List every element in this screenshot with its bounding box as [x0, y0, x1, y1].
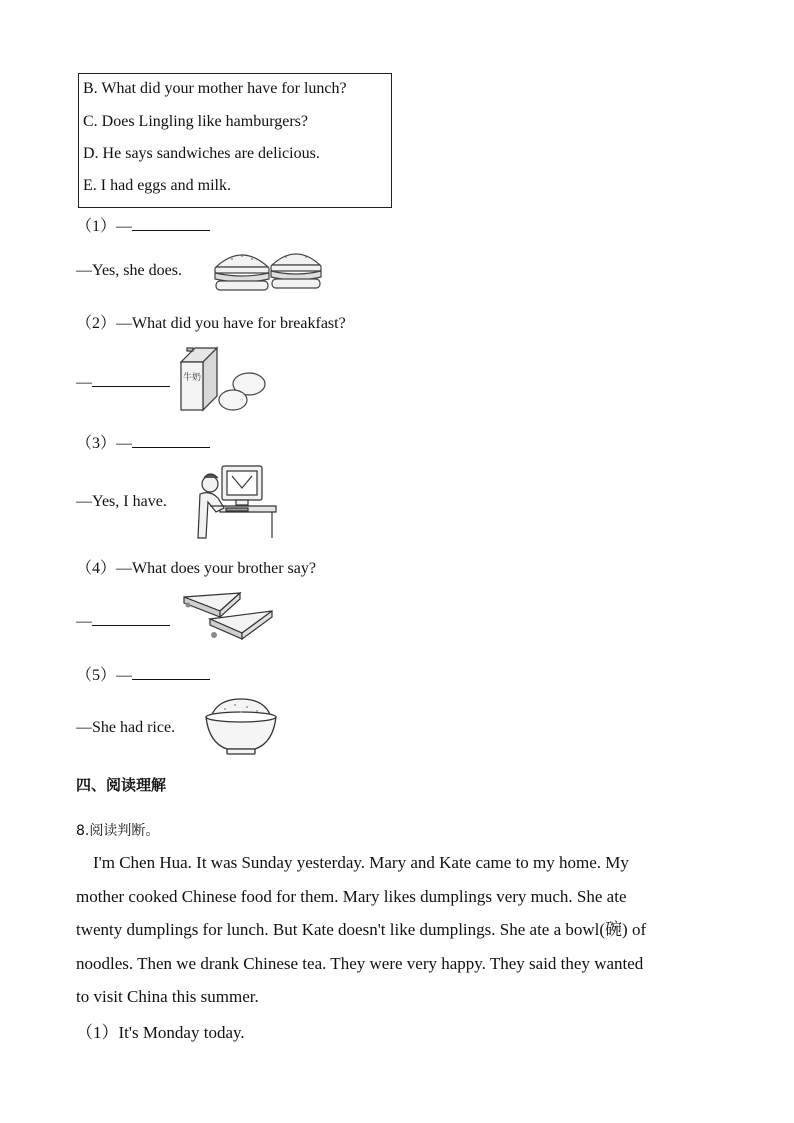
question-2-line1: （2）—What did you have for breakfast? — [76, 315, 346, 332]
passage-line: twenty dumplings for lunch. But Kate doesn't like dumplings. She ate a bowl(碗) of — [76, 920, 647, 939]
question-number: （5） — [76, 667, 117, 684]
answer-blank[interactable] — [92, 611, 170, 626]
option-e: E. I had eggs and milk. — [83, 177, 231, 194]
rice-bowl-picture — [203, 695, 279, 757]
question-8-label: 8.阅读判断。 — [76, 823, 160, 839]
sandwiches-picture — [180, 589, 278, 641]
question-1-line1: （1）— — [76, 213, 210, 236]
question-5-line1: （5）— — [76, 662, 210, 685]
answer-blank[interactable] — [92, 372, 170, 387]
option-b: B. What did your mother have for lunch? — [83, 80, 347, 97]
statement-1: （1）It's Monday today. — [76, 1023, 245, 1042]
passage-line: mother cooked Chinese food for them. Mary likes dumplings very much. She ate — [76, 886, 627, 906]
question-number: （4） — [76, 560, 117, 577]
question-2-line2: — — [76, 372, 170, 392]
question-4-line2: — — [76, 611, 170, 631]
question-3-line2: —Yes, I have. — [76, 493, 167, 510]
option-c: C. Does Lingling like hamburgers? — [83, 113, 308, 130]
question-1-line2: —Yes, she does. — [76, 262, 182, 279]
passage-line: I'm Chen Hua. It was Sunday yesterday. Mary and Kate came to my home. My — [93, 853, 629, 872]
computer-user-picture — [196, 462, 280, 540]
options-box — [78, 73, 392, 208]
hamburgers-picture — [212, 245, 324, 295]
answer-blank[interactable] — [132, 433, 210, 448]
question-number: （3） — [76, 435, 117, 452]
question-3-line1: （3）— — [76, 430, 210, 453]
answer-blank[interactable] — [132, 216, 210, 231]
milk-and-eggs-picture — [177, 344, 269, 412]
milk-carton-label: 牛奶 — [182, 373, 202, 383]
question-number: （1） — [76, 218, 117, 235]
section-heading: 四、阅读理解 — [76, 776, 167, 794]
reading-passage — [76, 846, 716, 1014]
question-4-line1: （4）—What does your brother say? — [76, 560, 316, 577]
option-d: D. He says sandwiches are delicious. — [83, 145, 320, 162]
question-number: （2） — [76, 315, 117, 332]
passage-line: to visit China this summer. — [76, 987, 259, 1006]
question-5-line2: —She had rice. — [76, 719, 176, 736]
answer-blank[interactable] — [132, 665, 210, 680]
passage-line: noodles. Then we drank Chinese tea. They were very happy. They said they wanted — [76, 953, 644, 973]
